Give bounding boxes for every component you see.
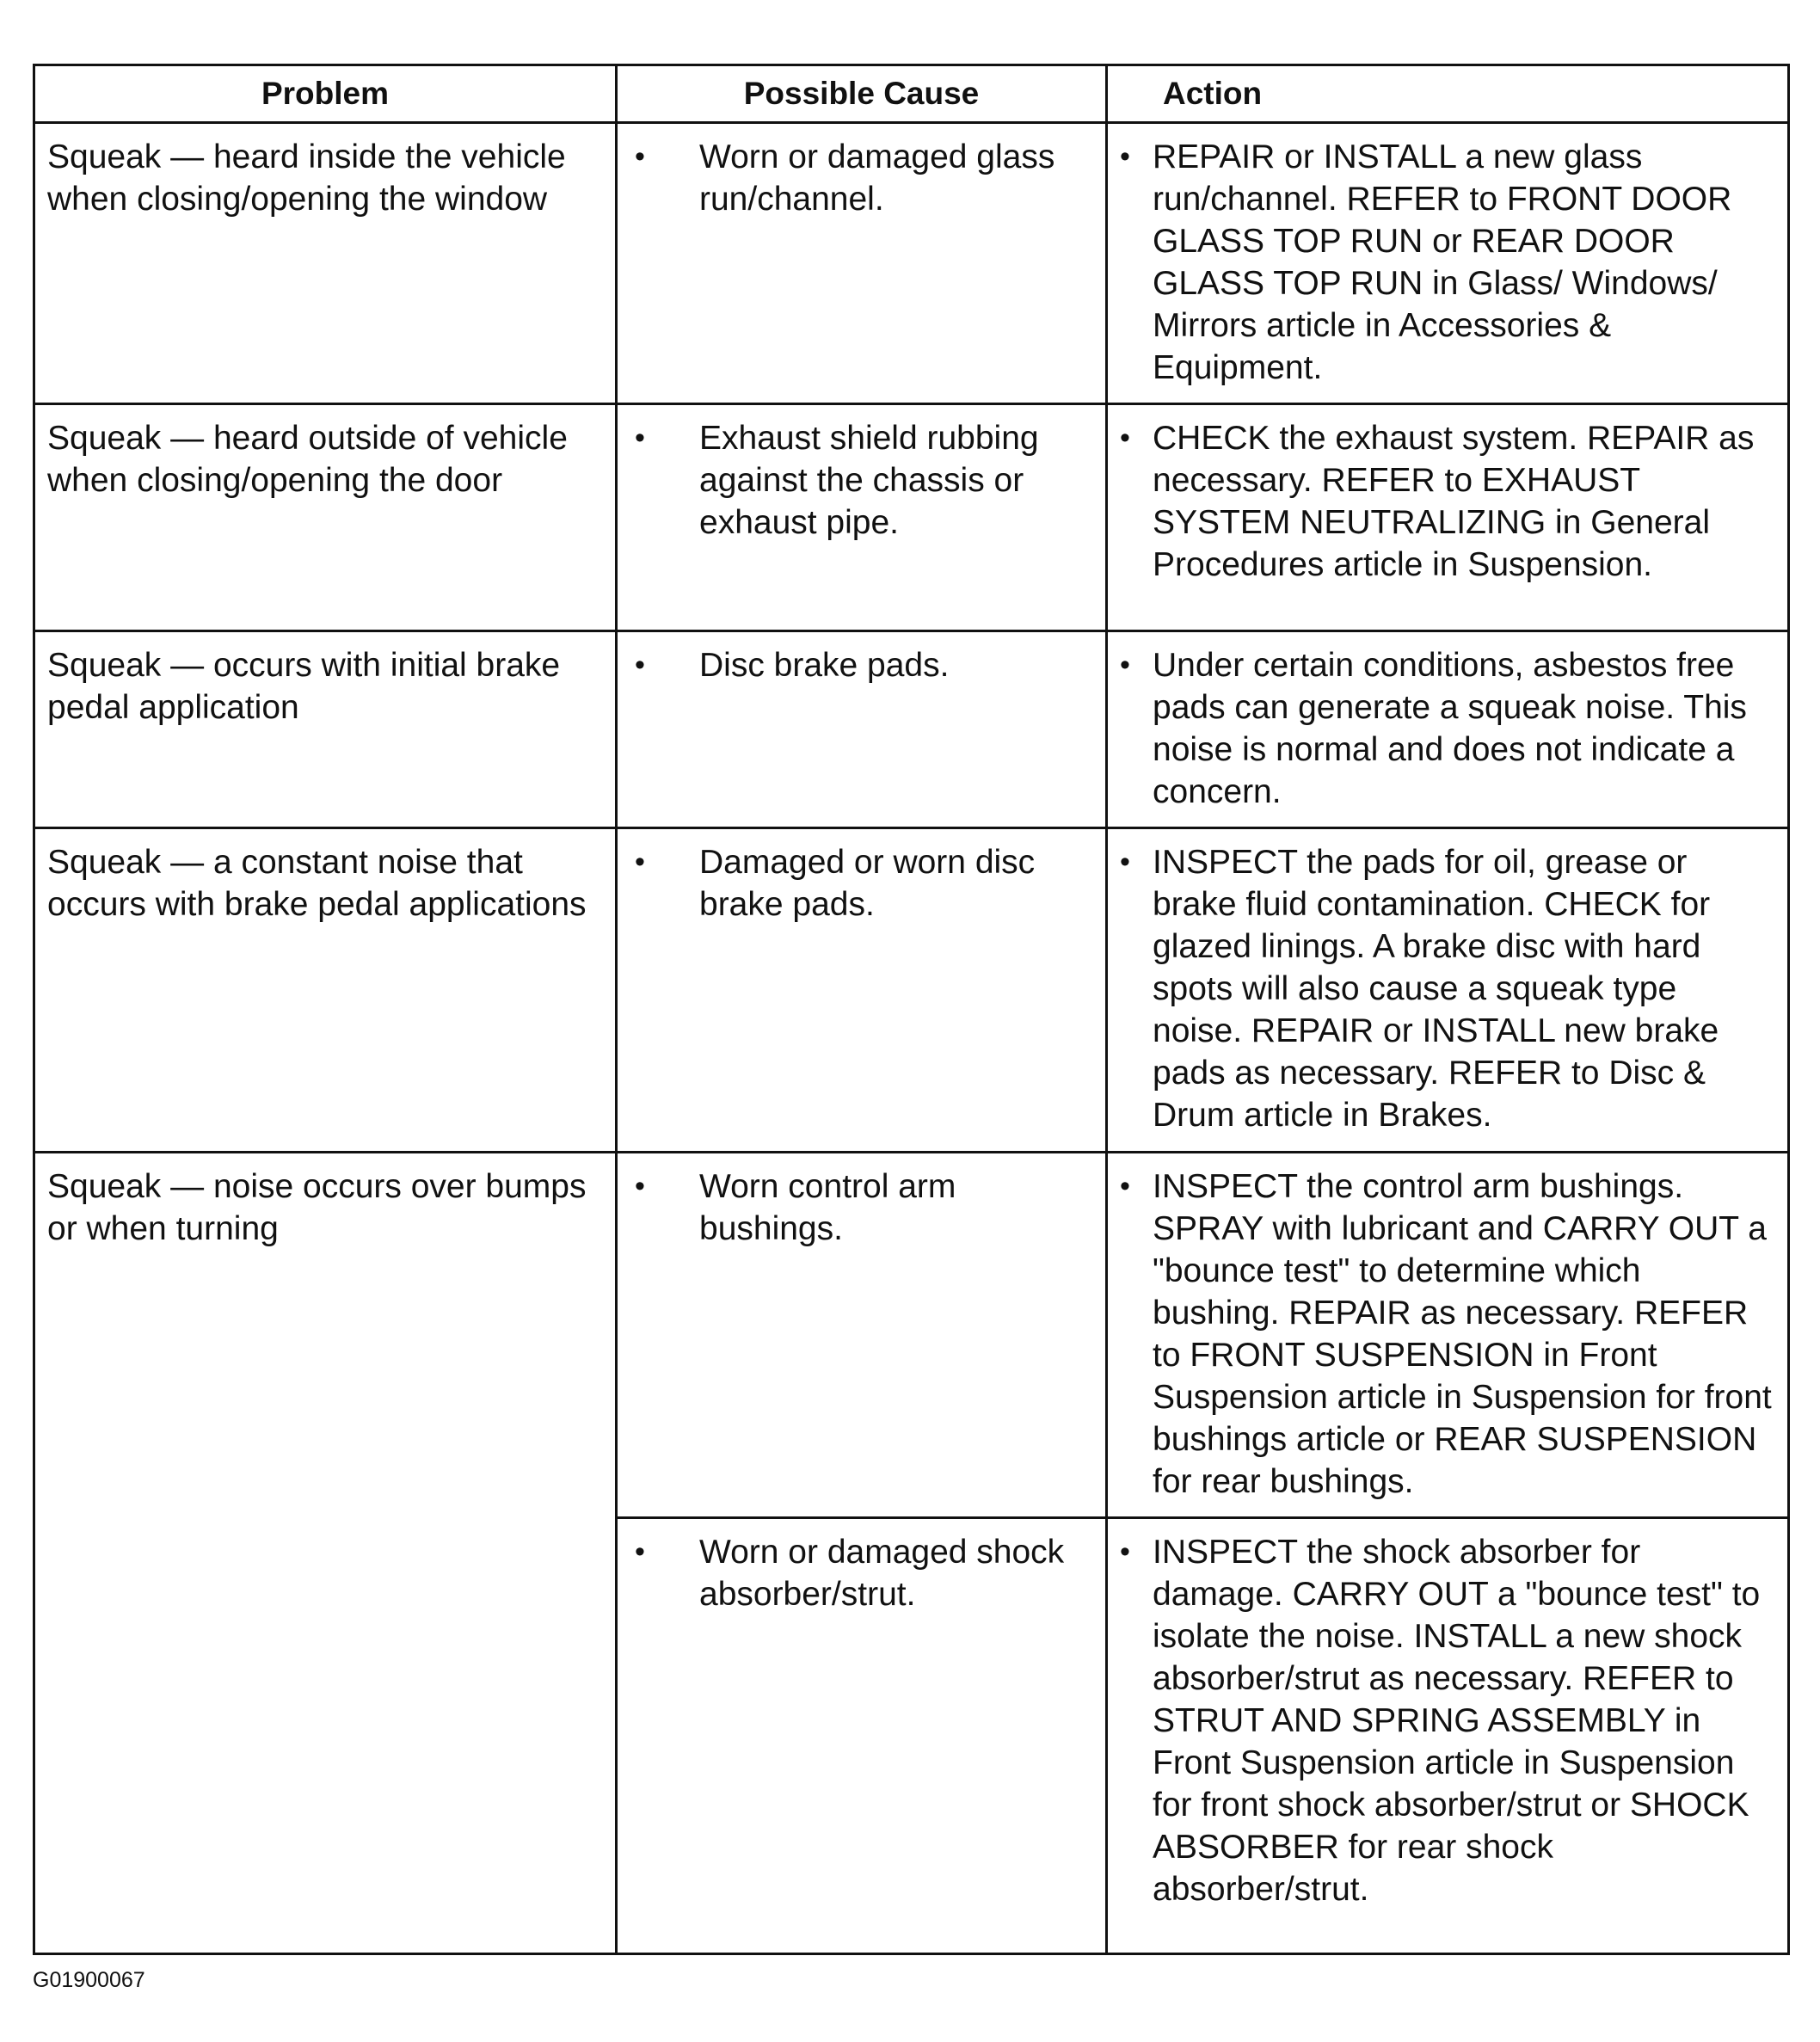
cause-text: Damaged or worn disc brake pads.	[699, 844, 1036, 923]
figure-id-label: G01900067	[33, 1968, 145, 1992]
bullet-glyph: •	[1120, 649, 1130, 681]
action-text: INSPECT the shock absorber for damage. CARRY OUT a "bounce test" to isolate the noise. INSTALL a new shock absorber/strut as necessary. REFER to STRUT AND SPRING ASSEMBLY in Front Suspension article in Suspension for front shock absorber/strut or SHOCK ABSORBER for rear shock absorber/strut.	[1153, 1534, 1761, 1908]
table-row	[34, 1153, 1789, 1518]
diagnosis-table	[33, 64, 1790, 1955]
cause-cell	[617, 828, 1107, 1153]
bullet-glyph: •	[1120, 421, 1130, 454]
table-row	[34, 828, 1789, 1153]
cause-cell	[617, 1518, 1107, 1954]
problem-cell: Squeak — heard inside the vehicle when closing/opening the window	[34, 123, 617, 404]
header-problem: Problem	[34, 65, 617, 123]
cause-text: Worn control arm bushings.	[699, 1168, 956, 1247]
action-text: CHECK the exhaust system. REPAIR as necessary. REFER to EXHAUST SYSTEM NEUTRALIZING in General Procedures article in Suspension.	[1153, 420, 1755, 583]
action-text: REPAIR or INSTALL a new glass run/channel. REFER to FRONT DOOR GLASS TOP RUN or REAR DOOR GLASS TOP RUN in Glass/ Windows/ Mirrors article in Accessories & Equipment.	[1153, 138, 1732, 386]
bullet-glyph: •	[635, 846, 645, 878]
problem-cell: Squeak — heard outside of vehicle when closing/opening the door	[34, 404, 617, 631]
cause-cell	[617, 123, 1107, 404]
cause-text: Worn or damaged shock absorber/strut.	[699, 1534, 1065, 1613]
problem-cell: Squeak — occurs with initial brake pedal application	[34, 631, 617, 828]
cause-text: Exhaust shield rubbing against the chassis or exhaust pipe.	[699, 420, 1039, 541]
table-header-row	[34, 65, 1789, 123]
diagnosis-table-container	[33, 64, 1787, 1955]
cause-cell	[617, 1153, 1107, 1518]
bullet-glyph: •	[635, 421, 645, 454]
action-cell	[1107, 631, 1789, 828]
cause-cell	[617, 404, 1107, 631]
action-cell	[1107, 1518, 1789, 1954]
action-cell	[1107, 828, 1789, 1153]
table-row	[34, 631, 1789, 828]
table-row	[34, 404, 1789, 631]
bullet-glyph: •	[1120, 1535, 1130, 1568]
action-text: Under certain conditions, asbestos free pads can generate a squeak noise. This noise is normal and does not indicate a concern.	[1153, 647, 1747, 810]
cause-cell	[617, 631, 1107, 828]
bullet-glyph: •	[635, 140, 645, 173]
action-cell	[1107, 1153, 1789, 1518]
bullet-glyph: •	[1120, 846, 1130, 878]
bullet-glyph: •	[635, 649, 645, 681]
action-text: INSPECT the pads for oil, grease or brake fluid contamination. CHECK for glazed linings. A brake disc with hard spots will also cause a squeak type noise. REPAIR or INSTALL new brake pads as necessary. REFER to Disc & Drum article in Brakes.	[1153, 844, 1719, 1134]
action-cell	[1107, 404, 1789, 631]
action-text: INSPECT the control arm bushings. SPRAY with lubricant and CARRY OUT a "bounce test" to determine which bushing. REPAIR as necessary. REFER to FRONT SUSPENSION in Front Suspension article in Suspension for front bushings article or REAR SUSPENSION for rear bushings.	[1153, 1168, 1772, 1500]
cause-text: Worn or damaged glass run/channel.	[699, 138, 1055, 218]
bullet-glyph: •	[635, 1170, 645, 1202]
problem-cell: Squeak — a constant noise that occurs with brake pedal applications	[34, 828, 617, 1153]
table-row	[34, 123, 1789, 404]
cause-text: Disc brake pads.	[699, 647, 950, 684]
bullet-glyph: •	[635, 1535, 645, 1568]
header-possible-cause: Possible Cause	[617, 65, 1107, 123]
bullet-glyph: •	[1120, 1170, 1130, 1202]
table-body	[34, 123, 1789, 1954]
action-cell	[1107, 123, 1789, 404]
problem-cell: Squeak — noise occurs over bumps or when turning	[34, 1153, 617, 1954]
header-action: Action	[1107, 65, 1789, 123]
bullet-glyph: •	[1120, 140, 1130, 173]
